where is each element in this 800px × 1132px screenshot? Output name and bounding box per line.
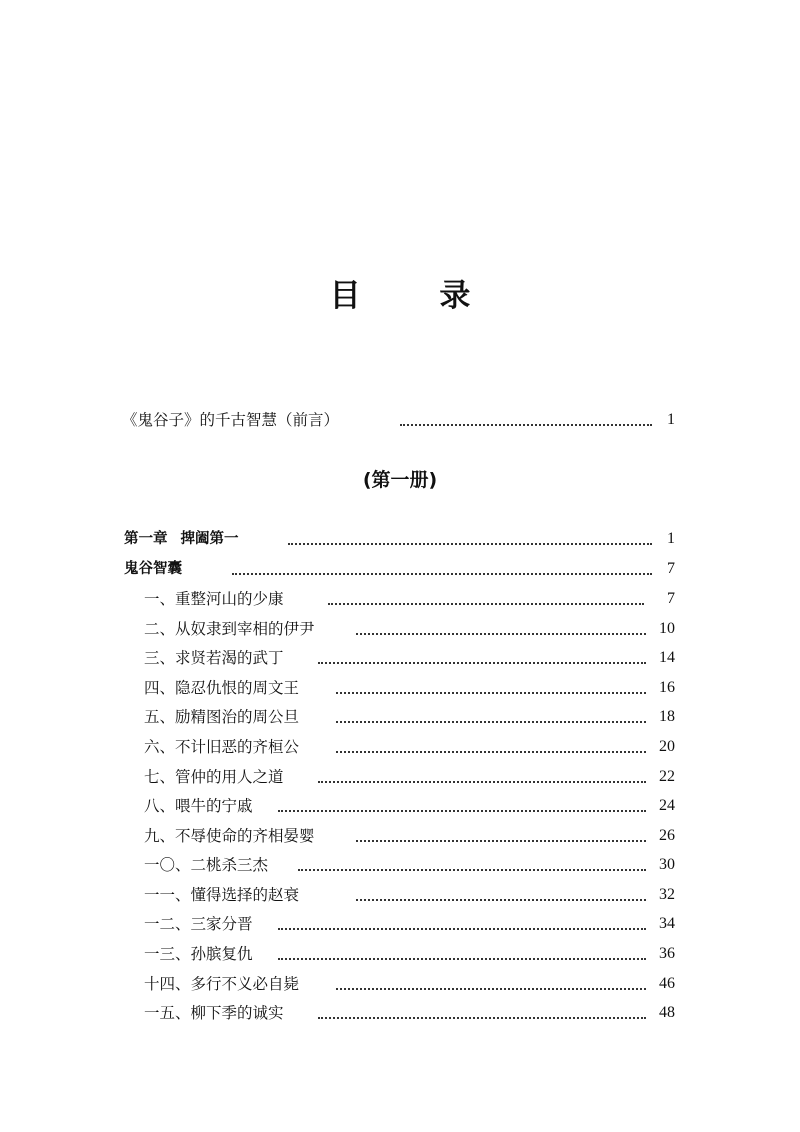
toc-entry-page-number: 7 [667, 590, 675, 607]
toc-entry-page-number: 32 [659, 886, 675, 903]
toc-entry-page-number: 34 [659, 915, 675, 932]
toc-entry-label: 一、重整河山的少康 [144, 590, 284, 608]
volume-heading: (第一册) [362, 469, 438, 491]
toc-entry-page-number: 36 [659, 945, 675, 962]
toc-entry-label: 一二、三家分晋 [144, 915, 253, 933]
dot-leader [328, 603, 644, 605]
dot-leader [318, 781, 646, 783]
toc-entry-section[interactable] [0, 554, 800, 584]
toc-entry[interactable] [0, 969, 800, 999]
toc-entry-label: 七、管仲的用人之道 [144, 768, 284, 786]
toc-entry-page-number: 26 [659, 827, 675, 844]
toc-entry[interactable] [0, 614, 800, 644]
toc-entry-label: 二、从奴隶到宰相的伊尹 [144, 620, 315, 638]
dot-leader [278, 928, 646, 930]
dot-leader [318, 662, 646, 664]
toc-entry-label: 一五、柳下季的诚实 [144, 1004, 284, 1022]
toc-entry-label: 八、喂牛的宁戚 [144, 797, 253, 815]
toc-entry-label: 九、不辱使命的齐相晏婴 [144, 827, 315, 845]
toc-entry[interactable] [0, 584, 800, 614]
toc-entry-page-number: 24 [659, 797, 675, 814]
toc-entry[interactable] [0, 732, 800, 762]
toc-entry-preface[interactable] [0, 405, 800, 435]
toc-entry-label: 三、求贤若渴的武丁 [144, 649, 284, 667]
toc-entry-page-number: 18 [659, 708, 675, 725]
toc-entry-label: 六、不计旧恶的齐桓公 [144, 738, 300, 756]
toc-entry[interactable] [0, 673, 800, 703]
dot-leader [336, 692, 646, 694]
toc-entry[interactable] [0, 909, 800, 939]
dot-leader [232, 573, 652, 575]
toc-entry[interactable] [0, 821, 800, 851]
toc-entry[interactable] [0, 880, 800, 910]
toc-entry-page-number: 48 [659, 1004, 675, 1021]
toc-entry-label: 《鬼谷子》的千古智慧（前言） [122, 411, 340, 429]
toc-entry-label: 一三、孙膑复仇 [144, 945, 253, 963]
toc-entry-page-number: 1 [667, 530, 675, 547]
toc-entry[interactable] [0, 939, 800, 969]
dot-leader [336, 988, 646, 990]
toc-entry[interactable] [0, 998, 800, 1028]
dot-leader [356, 899, 646, 901]
toc-entry[interactable] [0, 791, 800, 821]
toc-entry-label: 四、隐忍仇恨的周文王 [144, 679, 300, 697]
toc-entry[interactable] [0, 643, 800, 673]
toc-entry-page-number: 22 [659, 768, 675, 785]
toc-entry-page-number: 1 [667, 411, 675, 428]
toc-entry-label: 十四、多行不义必自毙 [144, 975, 300, 993]
toc-entry-page-number: 16 [659, 679, 675, 696]
toc-entry-page-number: 20 [659, 738, 675, 755]
toc-entry-page-number: 14 [659, 649, 675, 666]
toc-entry[interactable] [0, 850, 800, 880]
dot-leader [400, 424, 652, 426]
dot-leader [336, 751, 646, 753]
toc-entry-label: 五、励精图治的周公旦 [144, 708, 300, 726]
toc-entry-label: 鬼谷智囊 [124, 561, 182, 577]
toc-entry-label: 一〇、二桃杀三杰 [144, 856, 269, 874]
page-title: 目 录 [329, 278, 505, 314]
toc-entry-page-number: 10 [659, 620, 675, 637]
toc-entry-page-number: 30 [659, 856, 675, 873]
toc-entry-label: 一一、懂得选择的赵衰 [144, 886, 300, 904]
dot-leader [288, 543, 652, 545]
dot-leader [318, 1017, 646, 1019]
toc-entry[interactable] [0, 702, 800, 732]
toc-entry-chapter[interactable] [0, 524, 800, 554]
dot-leader [278, 810, 646, 812]
dot-leader [356, 840, 646, 842]
dot-leader [356, 633, 646, 635]
toc-entry-label: 第一章 捭阖第一 [124, 531, 239, 547]
dot-leader [336, 721, 646, 723]
dot-leader [298, 869, 646, 871]
toc-entry-page-number: 7 [667, 560, 675, 577]
dot-leader [278, 958, 646, 960]
toc-entry-page-number: 46 [659, 975, 675, 992]
toc-entry[interactable] [0, 762, 800, 792]
